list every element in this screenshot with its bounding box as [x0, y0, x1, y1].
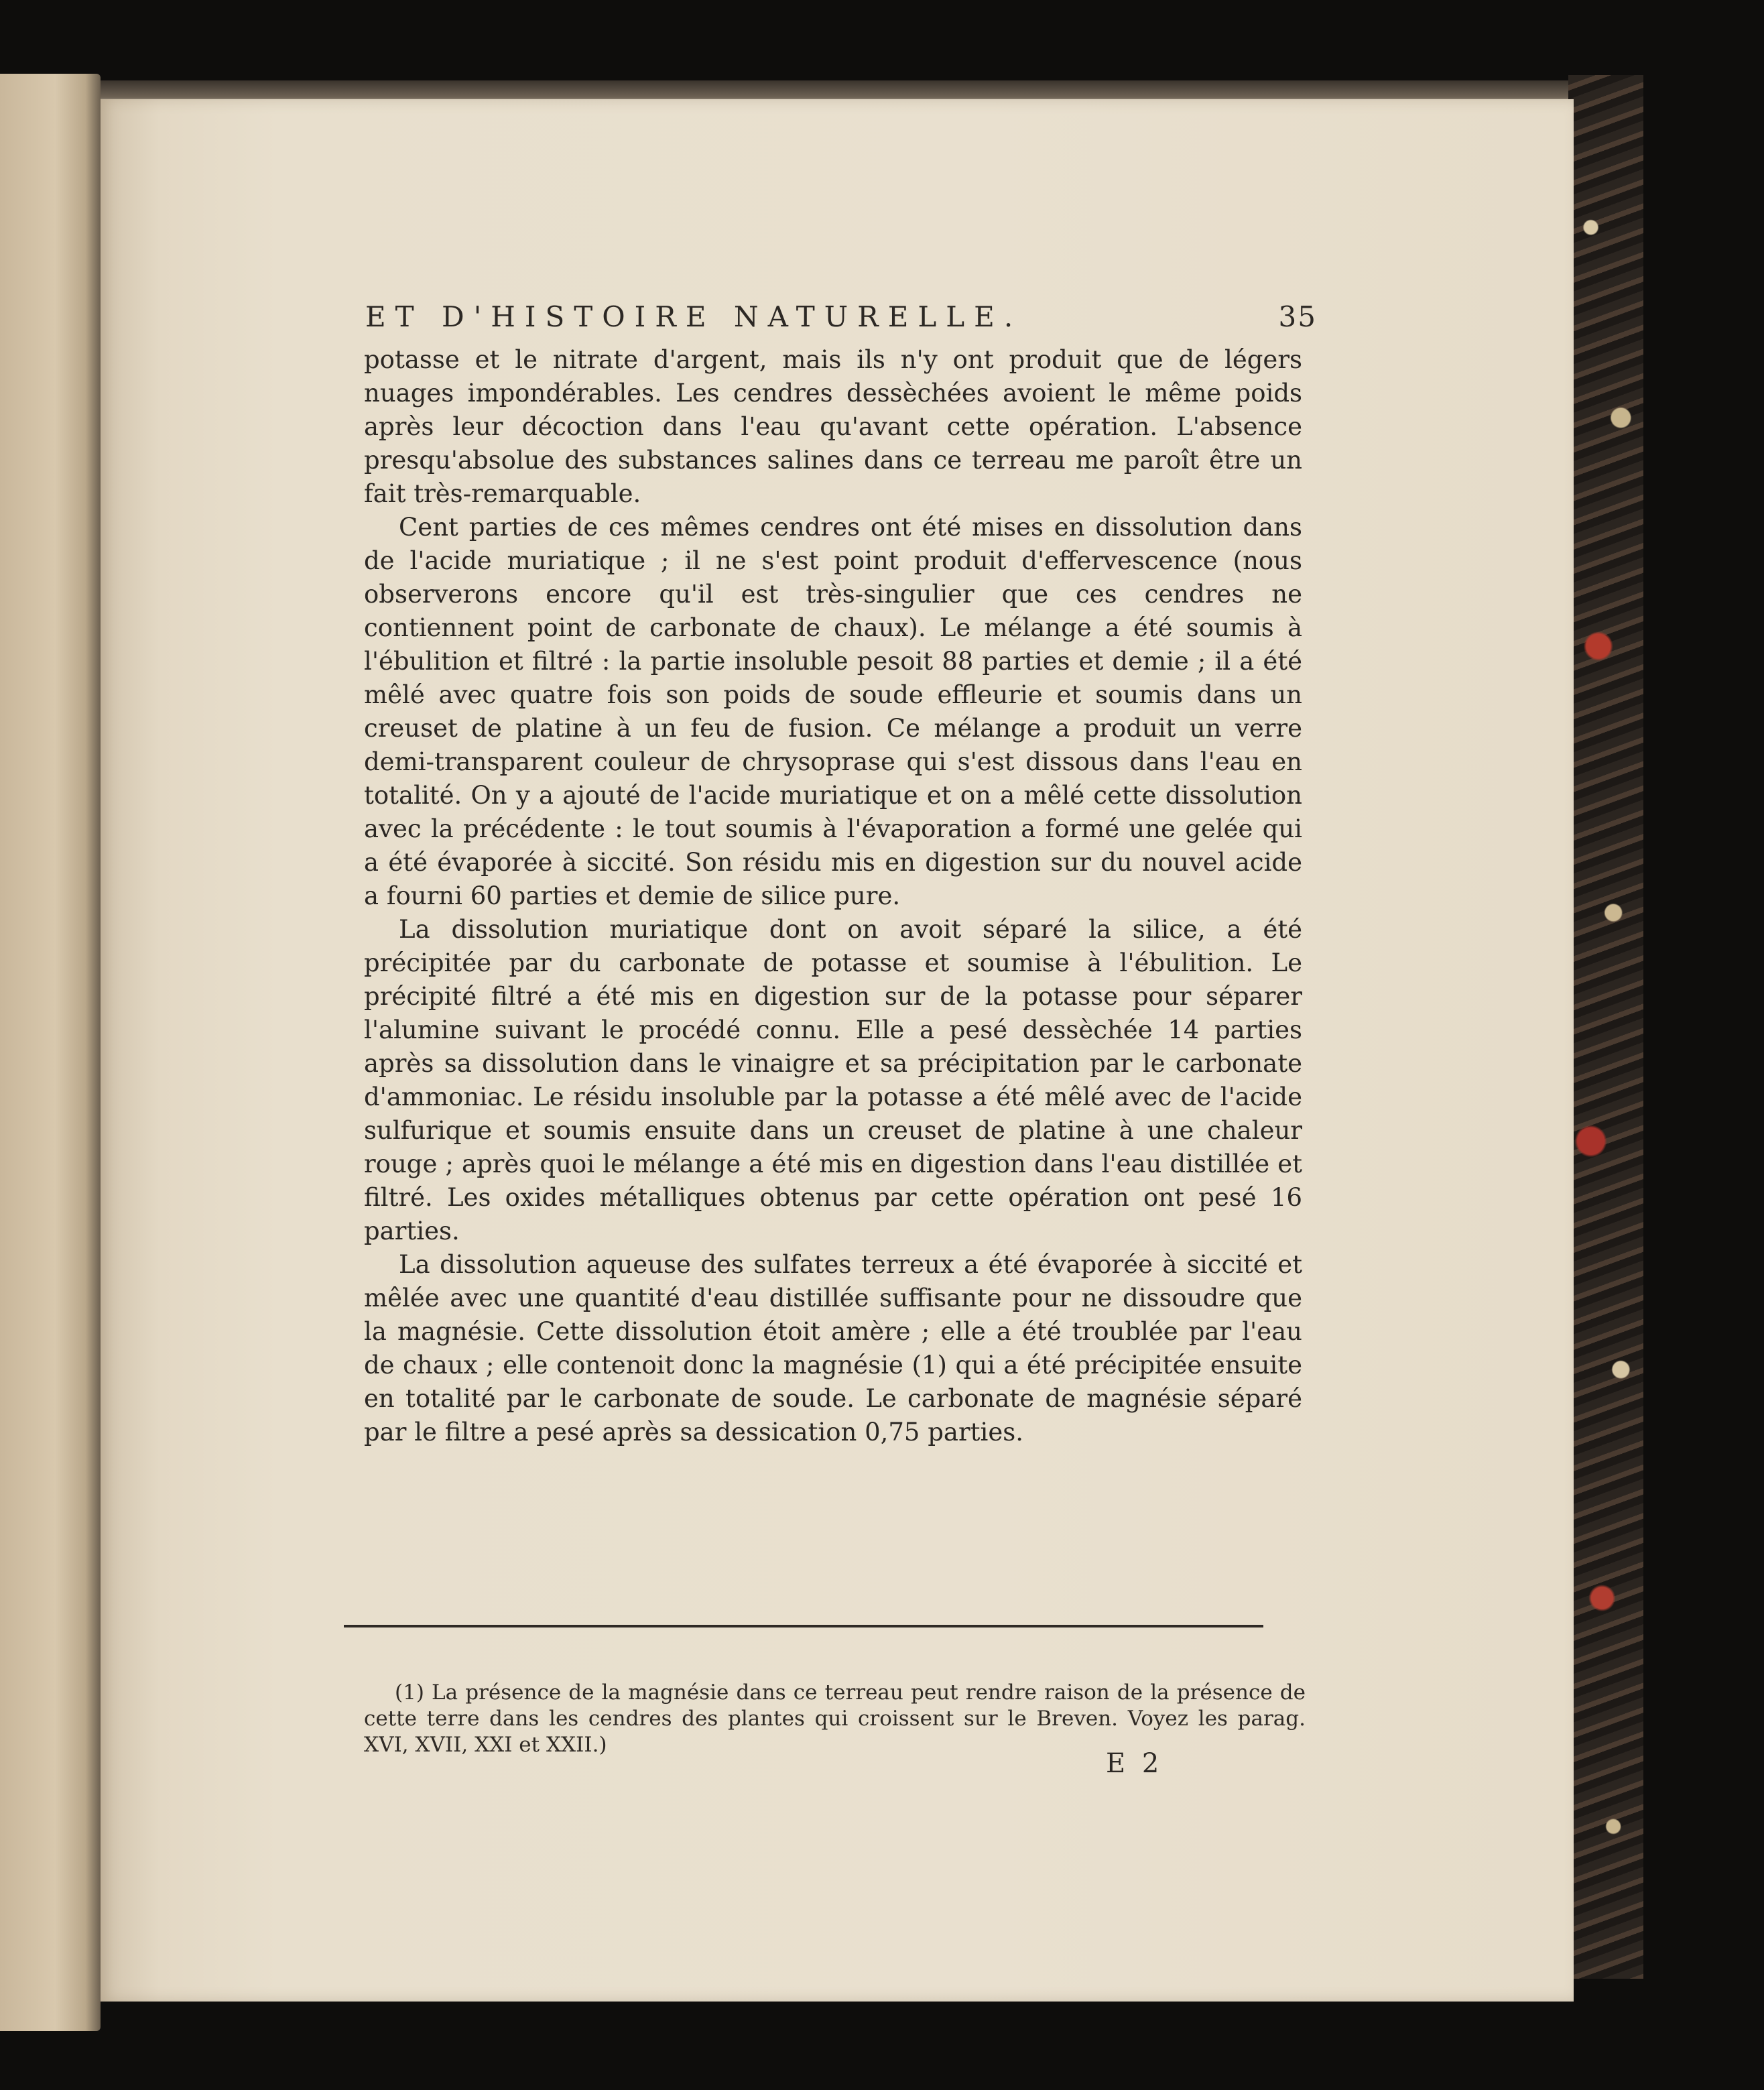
page-number: 35: [1278, 300, 1317, 333]
footnote-rule: [344, 1625, 1263, 1627]
body-text: [364, 343, 1302, 1449]
signature-mark: E 2: [1106, 1748, 1163, 1779]
footnote: (1) La présence de la magnésie dans ce terreau peut rendre raison de la présence de cette terre dans les cendres des plantes qui croissent sur le Breven. Voyez les parag. XVI, XVII, XXI et XXII.): [364, 1680, 1306, 1757]
running-head-title: ET D'HISTOIRE NATURELLE.: [365, 300, 1023, 333]
left-facing-page-edge: [0, 74, 101, 2031]
paragraph-4: La dissolution aqueuse des sulfates terreux a été évaporée à siccité et mêlée avec une quantité d'eau distillée suffisante pour ne dissoudre que la magnésie. Cette dissolution étoit amère ; elle a été troublée par l'eau de chaux ; elle contenoit donc la magnésie (1) qui a été précipitée ensuite en totalité par le carbonate de soude. Le carbonate de magnésie séparé par le filtre a pesé après sa dessication 0,75 parties.: [364, 1250, 1302, 1447]
marbled-book-edge: [1568, 75, 1643, 1979]
paragraph-1: potasse et le nitrate d'argent, mais ils n'y ont produit que de légers nuages impondérables. Les cendres dessèchées avoient le même poids après leur décoction dans l'eau qu'avant cette opération. L'absence presqu'absolue des substances salines dans ce terreau me paroît être un fait très-remarquable.: [364, 345, 1302, 508]
running-head: [365, 300, 1317, 333]
paragraph-2: Cent parties de ces mêmes cendres ont été mises en dissolution dans de l'acide muriatique ; il ne s'est point produit d'effervescence (nous observerons encore qu'il est très-singulier que ces cendres ne contiennent point de carbonate de chaux). Le mélange a été soumis à l'ébulition et filtré : la partie insoluble pesoit 88 parties et demie ; il a été mêlé avec quatre fois son poids de soude effleurie et soumis dans un creuset de platine à un feu de fusion. Ce mélange a produit un verre demi-transparent couleur de chrysoprase qui s'est dissous dans l'eau en totalité. On y a ajouté de l'acide muriatique et on a mêlé cette dissolution avec la précédente : le tout soumis à l'évaporation a formé une gelée qui a été évaporée à siccité. Son résidu mis en digestion sur du nouvel acide a fourni 60 parties et demie de silice pure.: [364, 513, 1302, 910]
paragraph-3: La dissolution muriatique dont on avoit séparé la silice, a été précipitée par du carbonate de potasse et soumise à l'ébulition. Le précipité filtré a été mis en digestion sur de la potasse pour séparer l'alumine suivant le procédé connu. Elle a pesé dessèchée 14 parties après sa dissolution dans le vinaigre et sa précipitation par le carbonate d'ammoniac. Le résidu insoluble par la potasse a été mêlé avec de l'acide sulfurique et soumis ensuite dans un creuset de platine à une chaleur rouge ; après quoi le mélange a été mis en digestion dans l'eau distillée et filtré. Les oxides métalliques obtenus par cette opération ont pesé 16 parties.: [364, 915, 1302, 1245]
